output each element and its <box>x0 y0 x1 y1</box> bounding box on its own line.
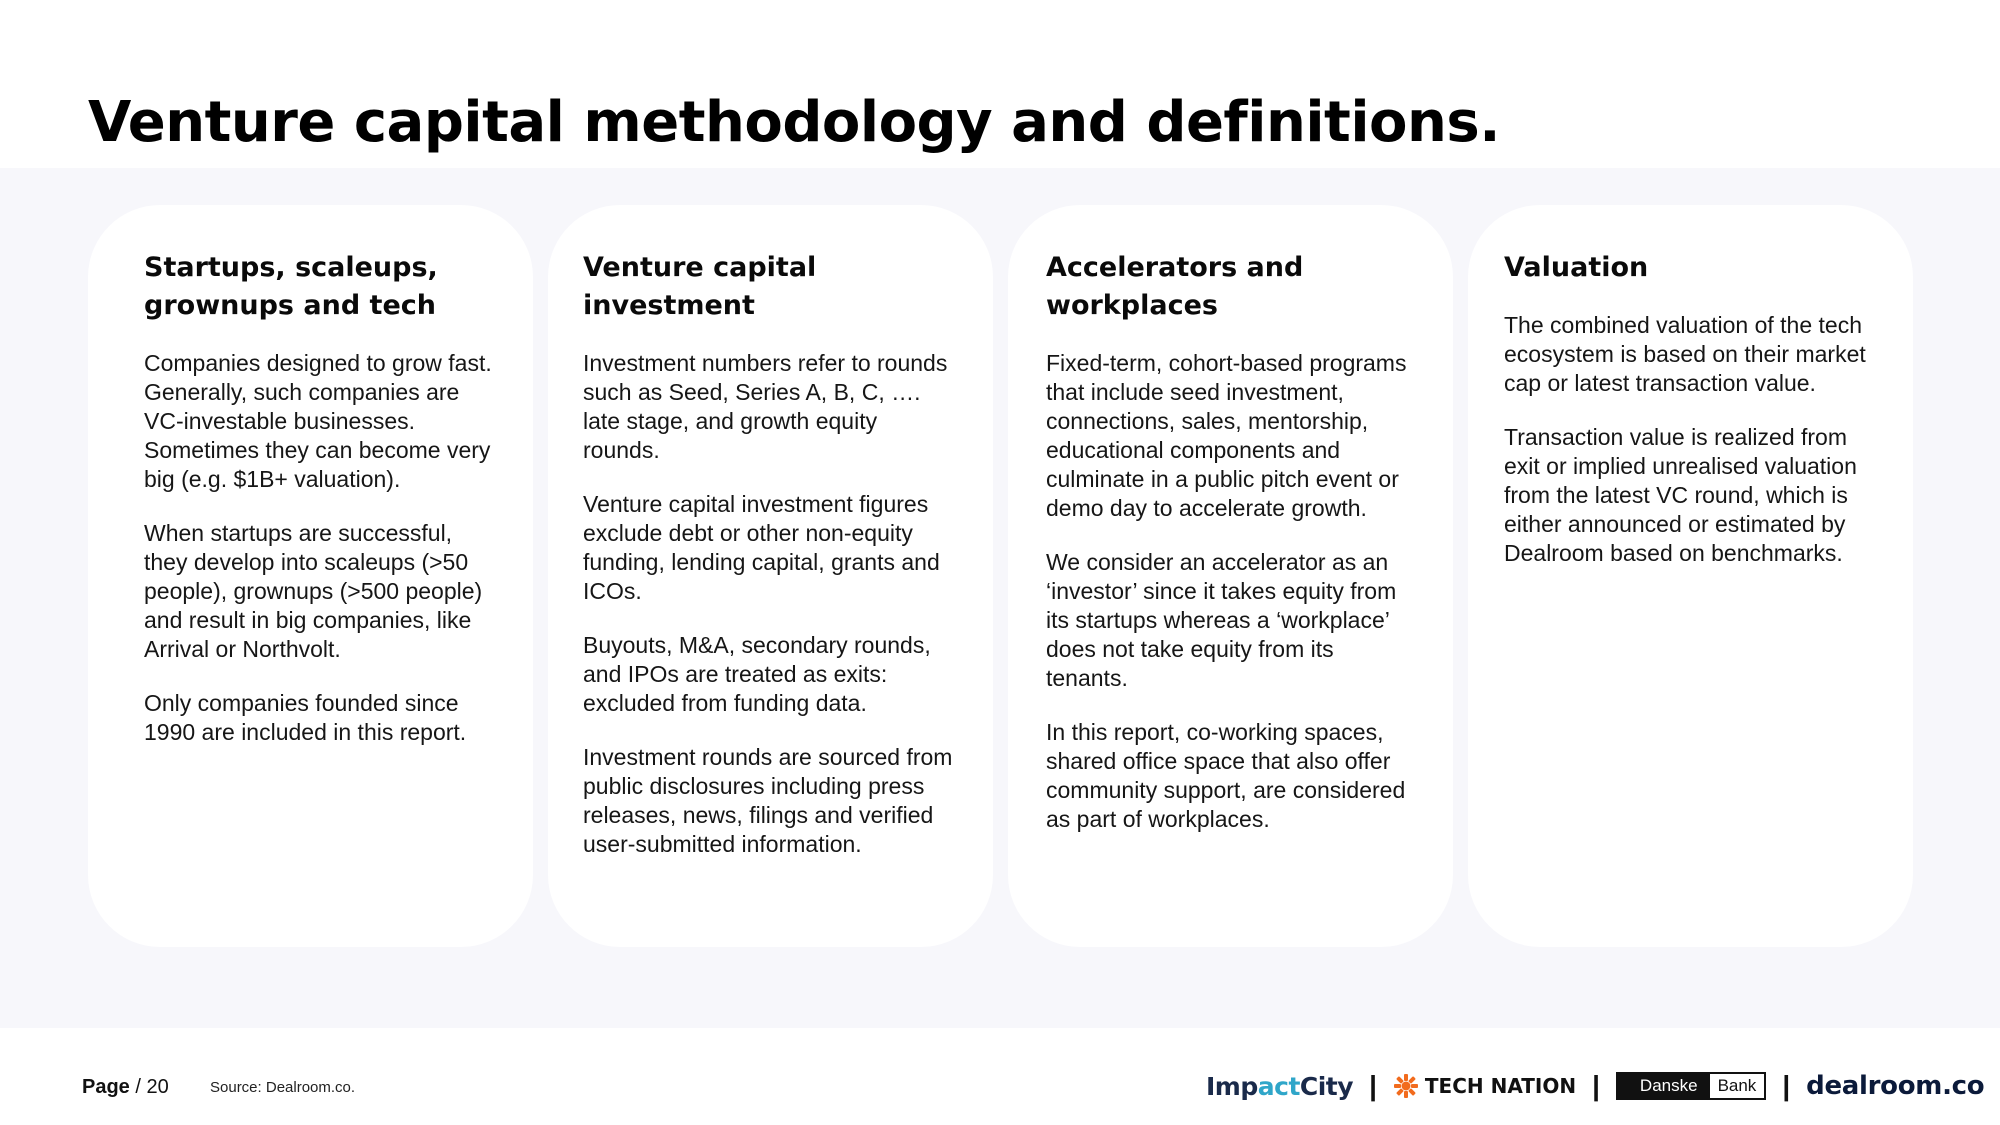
technation-star-icon <box>1393 1073 1419 1099</box>
card-venture-capital <box>548 205 993 947</box>
card-paragraph: Only companies founded since 1990 are included in this report. <box>144 690 467 745</box>
bank-text: Bank <box>1710 1074 1765 1098</box>
technation-text: TECH NATION <box>1424 1074 1577 1098</box>
card-title: Venture capital investment <box>583 252 817 321</box>
danske-bank-logo <box>1616 1072 1766 1100</box>
card-paragraph: Fixed-term, cohort-based programs that include seed investment, connections, sales, mentorship, educational components and culminate in a public pitch event or demo day to accelerate growth. <box>1046 350 1407 521</box>
footer <box>0 1060 2000 1110</box>
card-paragraph: Investment numbers refer to rounds such as Seed, Series A, B, C, …. late stage, and growth equity rounds. <box>583 350 948 463</box>
logo-separator: | <box>1782 1070 1791 1101</box>
danske-text: Danske <box>1618 1074 1710 1098</box>
partner-logos <box>1206 1066 1984 1106</box>
card-paragraph: Buyouts, M&A, secondary rounds, and IPOs are treated as exits: excluded from funding data. <box>583 632 931 716</box>
page-word: Page <box>82 1076 130 1098</box>
card-paragraph: We consider an accelerator as an ‘investor’ since it takes equity from its startups whereas a ‘workplace’ does not take equity from its tenants. <box>1046 549 1397 691</box>
card-paragraph: Transaction value is realized from exit or implied unrealised valuation from the latest VC round, which is either announced or estimated by Dealroom based on benchmarks. <box>1504 424 1857 566</box>
card-title: Valuation <box>1504 252 1649 283</box>
impactcity-logo: ImpactCity <box>1206 1071 1354 1101</box>
technation-logo <box>1393 1073 1576 1099</box>
card-accelerators <box>1008 205 1453 947</box>
page-count: / 20 <box>135 1076 169 1098</box>
source-note: Source: Dealroom.co. <box>210 1079 356 1096</box>
logo-separator: | <box>1369 1070 1377 1101</box>
card-paragraph: Investment rounds are sourced from public disclosures including press releases, news, filings and verified user-submitted information. <box>583 744 953 857</box>
card-title: Accelerators and workplaces <box>1046 252 1304 321</box>
card-startups <box>88 205 533 947</box>
page-number <box>82 1076 169 1099</box>
card-paragraph: Venture capital investment figures exclude debt or other non-equity funding, lending capital, grants and ICOs. <box>583 491 940 604</box>
logo-separator: | <box>1592 1070 1600 1101</box>
page-title: Venture capital methodology and definitions. <box>88 90 1500 155</box>
card-paragraph: The combined valuation of the tech ecosystem is based on their market cap or latest transaction value. <box>1504 312 1866 396</box>
card-valuation <box>1468 205 1913 947</box>
card-paragraph: Companies designed to grow fast. Generally, such companies are VC-investable businesses. Sometimes they can become very big (e.g. $1B+ valuation). <box>144 350 492 492</box>
dealroom-logo: dealroom.co <box>1806 1071 1985 1101</box>
card-paragraph: In this report, co-working spaces, shared office space that also offer community support, are considered as part of workplaces. <box>1046 719 1406 832</box>
card-paragraph: When startups are successful, they develop into scaleups (>50 people), grownups (>500 people) and result in big companies, like Arrival or Northvolt. <box>144 520 483 662</box>
card-title: Startups, scaleups, grownups and tech <box>144 252 438 321</box>
